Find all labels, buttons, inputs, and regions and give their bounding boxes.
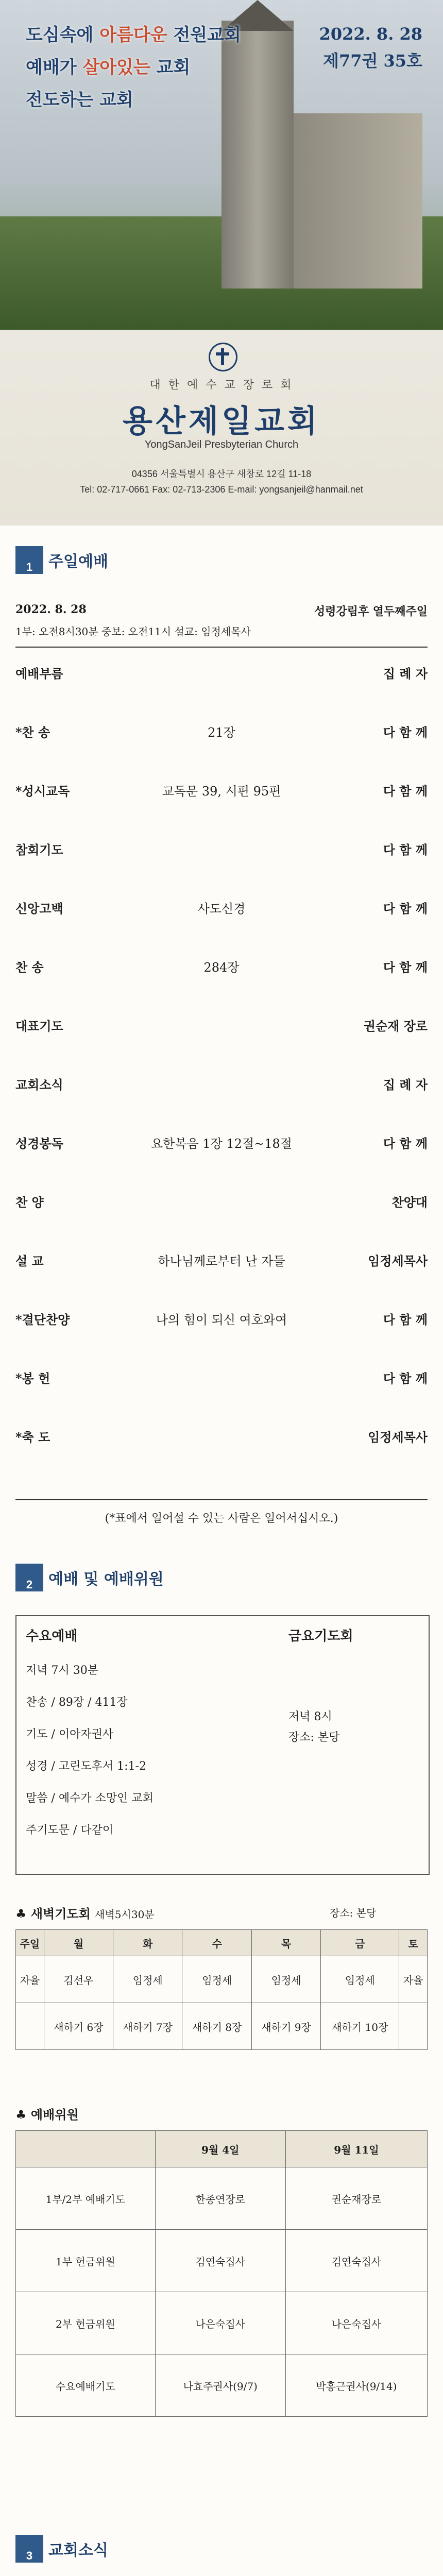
denomination: 대 한 예 수 교 장 로 회 bbox=[149, 379, 294, 392]
order-leader: 권순재 장로 bbox=[363, 1018, 428, 1033]
dawn-leader-cell: 김선우 bbox=[44, 1956, 113, 2003]
worship-order-row bbox=[15, 1185, 428, 1216]
taglines bbox=[26, 21, 241, 118]
worship-order-row bbox=[15, 1303, 428, 1334]
order-leader: 다 함 께 bbox=[383, 1136, 428, 1151]
fri-place: 장소: 본당 bbox=[288, 1731, 340, 1744]
dawn-time: 새벽5시30분 bbox=[95, 1908, 155, 1921]
worship-order-row bbox=[15, 1068, 428, 1099]
order-leader: 다 함 께 bbox=[383, 842, 428, 857]
issue-volume: 제77권 35호 bbox=[323, 51, 422, 71]
committee-cell: 나은숙집사 bbox=[285, 2292, 427, 2354]
dawn-text-cell: 새하기 10장 bbox=[321, 2003, 399, 2050]
committee-cell: 수요예배기도 bbox=[16, 2354, 156, 2417]
committee-cell: 박홍근권사(9/14) bbox=[285, 2354, 427, 2417]
section-number: 1 bbox=[15, 546, 43, 574]
committee-cell: 한종연장로 bbox=[155, 2167, 285, 2230]
order-item: 교회소식 bbox=[15, 1077, 63, 1092]
comm-cap-text: 예배위원 bbox=[30, 2107, 79, 2122]
wed-line: 주기도문 / 다같이 bbox=[26, 1824, 114, 1837]
section-number: 2 bbox=[15, 1564, 43, 1591]
worship-section bbox=[0, 526, 443, 1543]
worship-header bbox=[15, 603, 428, 619]
dawn-head-cell: 월 bbox=[44, 1930, 113, 1956]
dawn-head-cell: 목 bbox=[251, 1930, 320, 1956]
committee-head-cell: 9월 4일 bbox=[155, 2131, 285, 2167]
order-item: *결단찬양 bbox=[15, 1312, 70, 1327]
order-leader: 다 함 께 bbox=[383, 959, 428, 975]
worship-order-row bbox=[15, 833, 428, 864]
committee-head-cell bbox=[16, 2131, 156, 2167]
dawn-text-cell bbox=[16, 2003, 44, 2050]
tagline-1c: 전원교회 bbox=[167, 25, 241, 45]
order-content: 요한복음 1장 12절~18절 bbox=[150, 1136, 292, 1151]
dawn-head-cell: 토 bbox=[399, 1930, 428, 1956]
order-leader: 찬양대 bbox=[391, 1194, 428, 1210]
wed-line: 찬송 / 89장 / 411장 bbox=[26, 1696, 128, 1709]
church-logo-icon bbox=[209, 343, 237, 371]
news-tab bbox=[15, 2535, 108, 2563]
tagline-3: 전도하는 교회 bbox=[26, 90, 133, 110]
dawn-text-cell: 새하기 8장 bbox=[182, 2003, 251, 2050]
committee-cell: 김연숙집사 bbox=[285, 2230, 427, 2292]
dawn-text-cell: 새하기 7장 bbox=[113, 2003, 182, 2050]
tagline-2 bbox=[26, 53, 241, 78]
committee-cell: 권순재장로 bbox=[285, 2167, 427, 2230]
contact-info bbox=[0, 466, 443, 497]
schedule-tab bbox=[15, 1564, 164, 1591]
committee-cell: 나효주권사(9/7) bbox=[155, 2354, 285, 2417]
wed-line: 저녁 7시 30분 bbox=[26, 1664, 98, 1677]
issue-date: 2022. 8. 28 bbox=[319, 24, 422, 44]
worship-order-row bbox=[15, 951, 428, 981]
standing-note: (*표에서 일어설 수 있는 사람은 일어서십시오.) bbox=[105, 1512, 338, 1525]
committee-table bbox=[15, 2130, 428, 2417]
order-content: 사도신경 bbox=[197, 901, 246, 916]
issue-info bbox=[319, 21, 422, 74]
order-leader: 다 함 께 bbox=[383, 901, 428, 916]
order-leader: 집 례 자 bbox=[383, 1077, 428, 1092]
worship-order-row bbox=[15, 716, 428, 747]
order-leader: 다 함 께 bbox=[383, 1312, 428, 1327]
wed-line: 말씀 / 예수가 소망인 교회 bbox=[26, 1792, 154, 1805]
wed-line: 기도 / 이아자권사 bbox=[26, 1728, 114, 1741]
worship-order-row bbox=[15, 1362, 428, 1393]
tagline-1a: 도심속에 bbox=[26, 25, 100, 45]
committee-cell: 1부/2부 예배기도 bbox=[16, 2167, 156, 2230]
committee-cell: 1부 헌금위원 bbox=[16, 2230, 156, 2292]
order-item: *찬 송 bbox=[15, 724, 50, 740]
order-content: 21장 bbox=[208, 725, 235, 740]
committee-cell: 2부 헌금위원 bbox=[16, 2292, 156, 2354]
tagline-2a: 예배가 bbox=[26, 57, 83, 78]
order-content: 나의 힘이 되신 여호와여 bbox=[156, 1312, 287, 1327]
tagline-1b: 아름다운 bbox=[99, 25, 167, 45]
order-item: 찬 양 bbox=[15, 1194, 44, 1210]
tagline-1 bbox=[26, 21, 241, 46]
order-item: 예배부름 bbox=[15, 666, 63, 681]
dawn-head-cell: 수 bbox=[182, 1930, 251, 1956]
service-name: 성령강림후 열두째주일 bbox=[314, 605, 428, 618]
order-item: *봉 헌 bbox=[15, 1370, 50, 1386]
worship-order-row bbox=[15, 1420, 428, 1451]
cover bbox=[0, 0, 443, 526]
order-leader: 다 함 께 bbox=[383, 1370, 428, 1386]
wed-line: 성경 / 고린도후서 1:1-2 bbox=[26, 1760, 146, 1773]
order-item: 설 교 bbox=[15, 1253, 44, 1268]
worship-order-row bbox=[15, 1009, 428, 1040]
order-content: 284장 bbox=[203, 960, 240, 975]
dawn-place: 장소: 본당 bbox=[330, 1907, 377, 1919]
dawn-leader-cell: 자율 bbox=[16, 1956, 44, 2003]
dawn-text-cell: 새하기 6장 bbox=[44, 2003, 113, 2050]
worship-tab bbox=[15, 546, 108, 574]
fri-time: 저녁 8시 bbox=[288, 1710, 332, 1723]
committee-cell: 김연숙집사 bbox=[155, 2230, 285, 2292]
section-number: 3 bbox=[15, 2535, 43, 2563]
news-section bbox=[0, 2514, 443, 2576]
dawn-head-cell: 금 bbox=[321, 1930, 399, 1956]
worship-order-row bbox=[15, 657, 428, 688]
order-item: 신앙고백 bbox=[15, 901, 63, 916]
order-item: 성경봉독 bbox=[15, 1136, 63, 1151]
worship-date: 2022. 8. 28 bbox=[15, 603, 87, 616]
phone-email: Tel: 02-717-0661 Fax: 02-713-2306 E-mail: yongsanjeil@hanmail.net bbox=[80, 484, 363, 495]
order-leader: 집 례 자 bbox=[383, 666, 428, 681]
dawn-leader-cell: 임정세 bbox=[251, 1956, 320, 2003]
order-item: *성시교독 bbox=[15, 783, 70, 799]
dawn-text-cell bbox=[399, 2003, 428, 2050]
worship-order-row bbox=[15, 892, 428, 923]
tagline-2c: 교회 bbox=[150, 57, 191, 78]
order-leader: 임정세목사 bbox=[368, 1253, 428, 1268]
order-item: 참회기도 bbox=[15, 842, 63, 857]
dawn-leader-cell: 임정세 bbox=[321, 1956, 399, 2003]
order-content: 교독문 39, 시편 95편 bbox=[162, 784, 281, 799]
committee-head-cell: 9월 11일 bbox=[285, 2131, 427, 2167]
dawn-table bbox=[15, 1929, 428, 2050]
dawn-caption: ♣ 새벽기도회 새벽5시30분 bbox=[15, 1906, 155, 1921]
order-item: *축 도 bbox=[15, 1429, 50, 1445]
church-name: 용산제일교회 bbox=[123, 403, 320, 439]
section-title: 예배 및 예배위원 bbox=[48, 1570, 164, 1588]
dawn-cap-text: 새벽기도회 bbox=[30, 1906, 91, 1921]
dawn-head-cell: 주일 bbox=[16, 1930, 44, 1956]
dawn-leader-cell: 임정세 bbox=[182, 1956, 251, 2003]
church-nave bbox=[288, 113, 422, 289]
tagline-2b: 살아있는 bbox=[82, 57, 150, 78]
section-title: 교회소식 bbox=[48, 2541, 108, 2560]
committee-cell: 나은숙집사 bbox=[155, 2292, 285, 2354]
order-leader: 다 함 께 bbox=[383, 724, 428, 740]
order-leader: 다 함 께 bbox=[383, 783, 428, 799]
service-subline: 1부: 오전8시30분 중보: 오전11시 설교: 임정세목사 bbox=[15, 625, 251, 638]
dawn-leader-cell: 임정세 bbox=[113, 1956, 182, 2003]
section-title: 주일예배 bbox=[48, 553, 108, 571]
order-item: 찬 송 bbox=[15, 959, 44, 975]
address: 04356 서울특별시 용산구 새창로 12길 11-18 bbox=[131, 469, 312, 479]
dawn-head-cell: 화 bbox=[113, 1930, 182, 1956]
fri-title: 금요기도회 bbox=[288, 1629, 353, 1644]
divider bbox=[15, 647, 428, 648]
divider bbox=[15, 1499, 428, 1500]
worship-order-row bbox=[15, 1127, 428, 1158]
order-content: 하나님께로부터 난 자들 bbox=[158, 1253, 285, 1268]
schedule-section bbox=[0, 1543, 443, 2514]
worship-order-row bbox=[15, 774, 428, 805]
church-name-en: YongSanJeil Presbyterian Church bbox=[144, 439, 299, 450]
worship-order-row bbox=[15, 1244, 428, 1275]
dawn-text-cell: 새하기 9장 bbox=[251, 2003, 320, 2050]
wed-title: 수요예배 bbox=[26, 1629, 78, 1644]
dawn-leader-cell: 자율 bbox=[399, 1956, 428, 2003]
committee-caption: ♣ 예배위원 bbox=[15, 2107, 79, 2122]
order-leader: 임정세목사 bbox=[368, 1429, 428, 1445]
order-item: 대표기도 bbox=[15, 1018, 63, 1033]
